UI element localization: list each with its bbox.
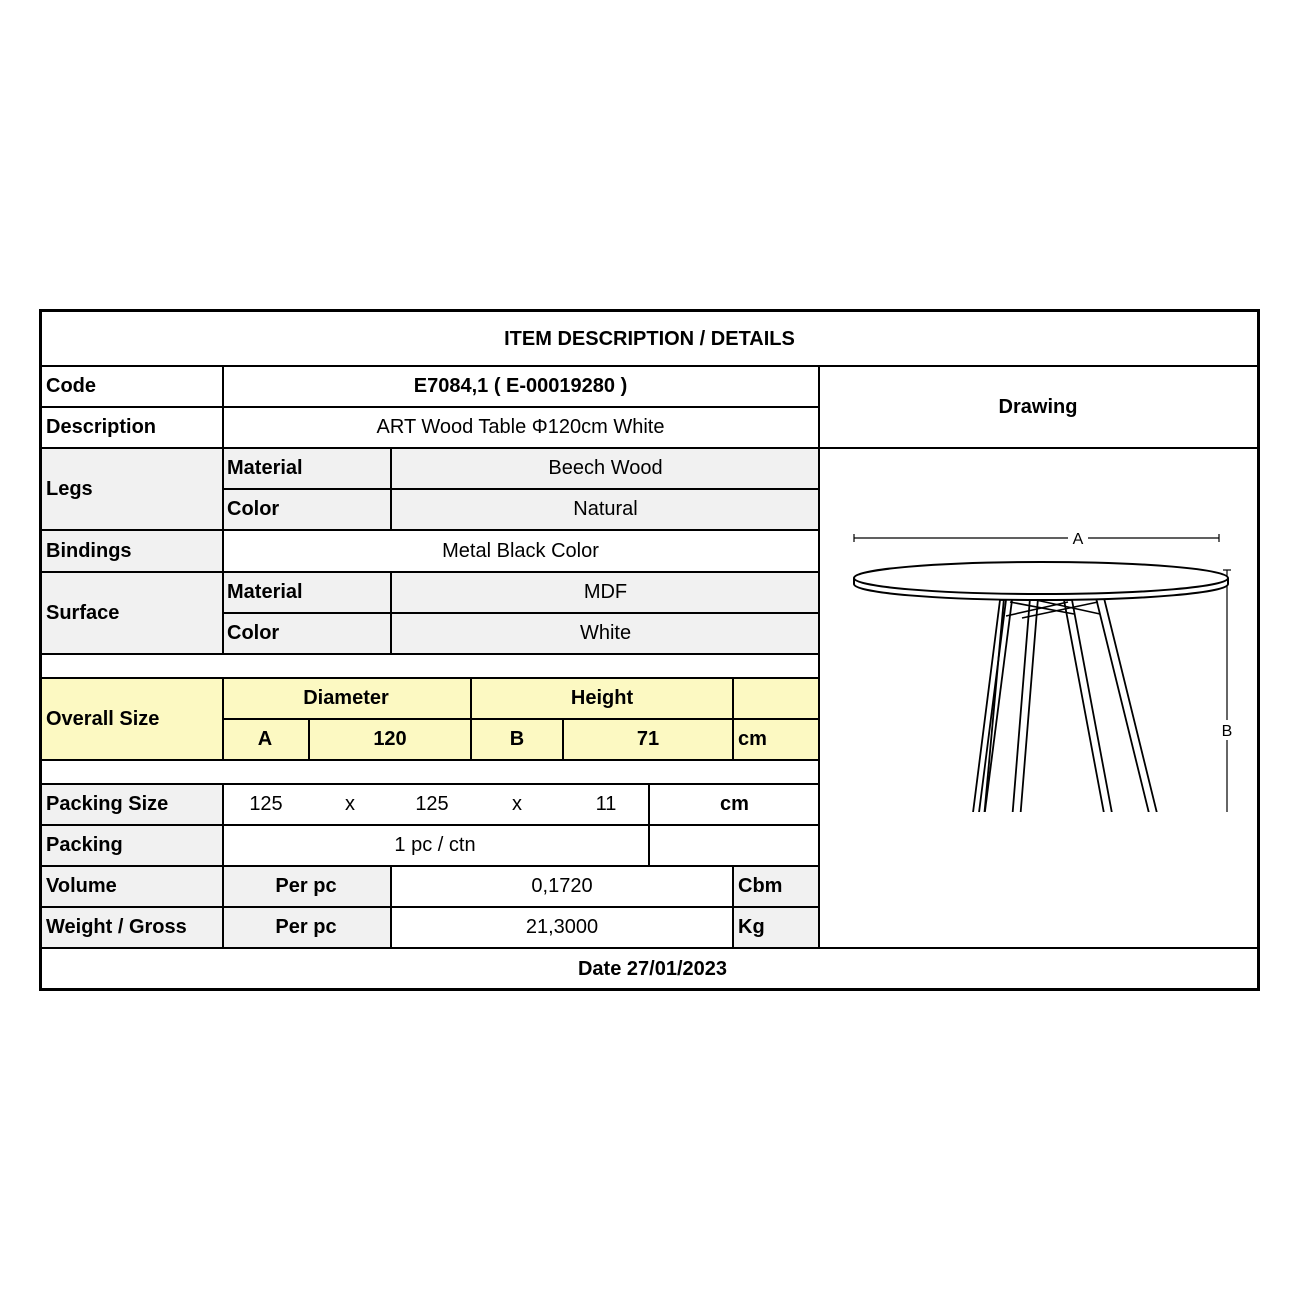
height-label: Height [570,687,634,709]
drawing-header: Drawing [998,395,1078,418]
packing-size-x1: x [345,793,355,815]
table-legs [968,598,1170,812]
volume-label: Volume [46,875,117,897]
weight-label: Weight / Gross [46,916,187,938]
leg-bindings [1006,600,1100,618]
packing-label: Packing [46,834,123,856]
dimension-b-text: B [1221,723,1233,740]
table-drawing [822,452,1262,812]
surface-material-value: MDF [583,581,628,603]
date-footer: Date 27/01/2023 [577,957,727,980]
weight-value: 21,3000 [525,916,599,938]
surface-color-label: Color [227,622,280,644]
volume-per-label: Per pc [275,875,337,897]
packing-size-unit: cm [720,793,749,815]
dimension-a-line [854,534,1219,542]
packing-size-d1: 125 [249,793,283,815]
dimension-a-text: A [1072,531,1084,548]
packing-value: 1 pc / ctn [394,834,476,856]
dimension-a-label: A [257,728,273,750]
surface-material-label: Material [227,581,303,603]
description-label: Description [46,416,157,438]
packing-size-d2: 125 [415,793,449,815]
volume-unit: Cbm [738,875,783,897]
legs-material-label: Material [227,457,303,479]
legs-material-value: Beech Wood [548,457,663,479]
legs-color-label: Color [227,498,280,520]
code-value: E7084,1 ( E-00019280 ) [413,375,628,397]
bindings-label: Bindings [46,539,132,562]
weight-per-label: Per pc [275,916,337,938]
volume-value: 0,1720 [531,875,593,897]
dimension-a-value: 120 [373,728,407,750]
item-details-sheet [39,309,1260,991]
dimension-b-line [1223,570,1231,812]
legs-label: Legs [46,477,93,500]
overall-size-unit: cm [738,728,767,750]
surface-color-value: White [579,622,632,644]
description-value: ART Wood Table Φ120cm White [376,416,665,438]
overall-size-label: Overall Size [46,707,160,730]
surface-label: Surface [46,601,120,624]
packing-size-d3: 11 [595,793,617,815]
packing-size-label: Packing Size [46,793,169,815]
code-label: Code [46,375,96,397]
bindings-value: Metal Black Color [442,539,599,562]
dimension-b-label: B [509,728,525,750]
legs-color-value: Natural [573,498,638,520]
diameter-label: Diameter [303,687,389,709]
weight-unit: Kg [738,916,765,938]
dimension-b-value: 71 [636,728,660,750]
sheet-title: ITEM DESCRIPTION / DETAILS [504,327,795,350]
packing-size-x2: x [512,793,522,815]
table-top [854,562,1228,600]
